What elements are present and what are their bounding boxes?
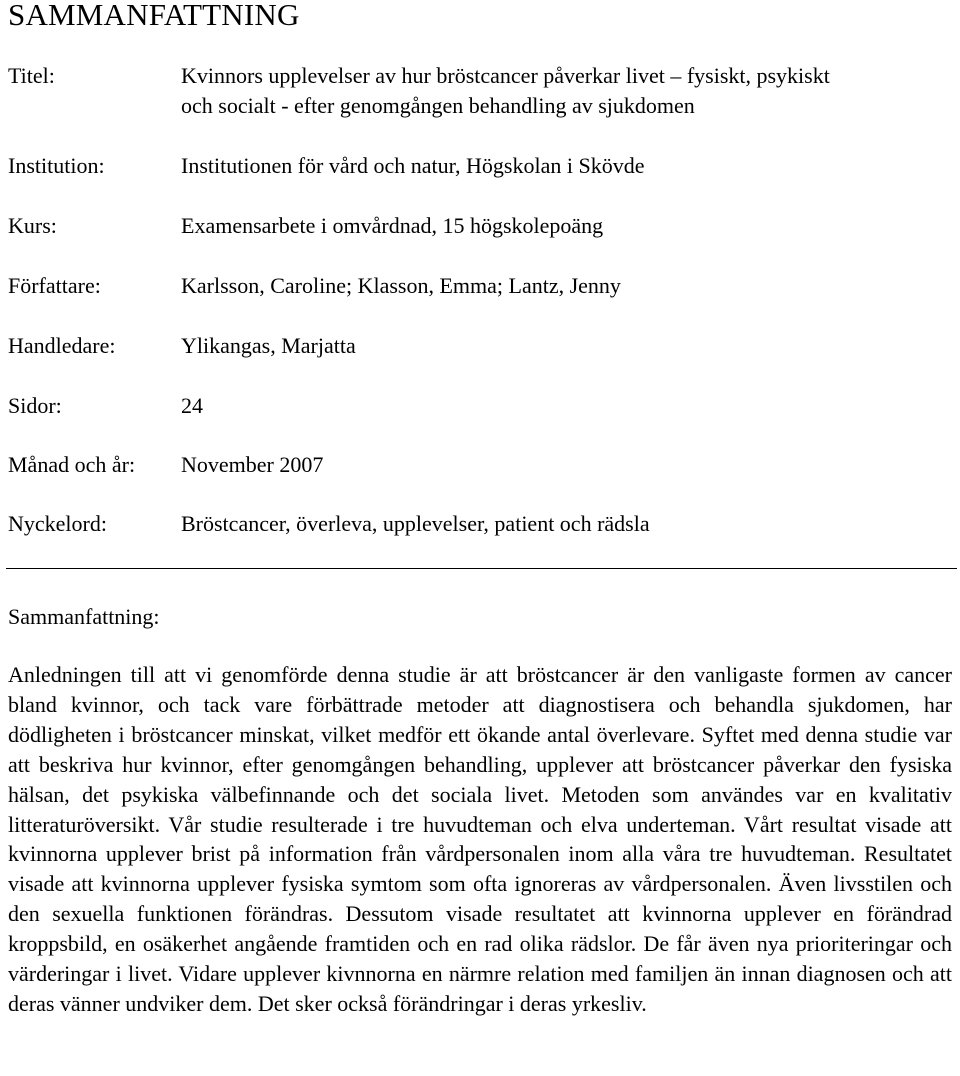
field-nyckelord-value: Bröstcancer, överleva, upplevelser, patient och rädsla [181, 511, 650, 536]
field-institution-value: Institutionen för vård och natur, Högskolan i Skövde [181, 153, 645, 178]
field-titel-value-line1: Kvinnors upplevelser av hur bröstcancer påverkar livet – fysiskt, psykiskt [181, 63, 830, 88]
field-manad-value: November 2007 [181, 452, 324, 477]
summary-label: Sammanfattning: [8, 604, 160, 629]
field-sidor-label: Sidor: [8, 393, 62, 418]
summary-text: Anledningen till att vi genomförde denna studie är att bröstcancer är den vanligaste formen av cancer bland kvinnor, och tack vare förbättrade metoder att diagnostisera och behandla sjukdomen, har dödligheten i bröstcancer minskat, vilket medför ett ökande antal överlevare. Syftet med denna studie var att beskriva hur kvinnor, efter genomgången behandling, upplever att bröstcancer påverkar den fysiska hälsan, det psykiska välbefinnande och det sociala livet. Metoden som användes var en kvalitativ litteraturöversikt. Vår studie resulterade i tre huvudteman och elva underteman. Vårt resultat visade att kvinnorna upplever brist på information från vårdpersonalen inom alla våra tre huvudteman. Resultatet visade att kvinnorna upplever fysiska symtom som ofta ignoreras av vårdpersonalen. Även livsstilen och den sexuella funktionen förändras. Dessutom visade resultatet att kvinnorna upplever en förändrad kroppsbild, en osäkerhet angående framtiden och en rad olika rädslor. De får även nya prioriteringar och värderingar i livet. Vidare upplever kivnnorna en närmre relation med familjen än innan diagnosen och att deras vänner undviker dem. Det sker också förändringar i deras yrkesliv. [8, 662, 952, 1016]
field-forfattare-value: Karlsson, Caroline; Klasson, Emma; Lantz, Jenny [181, 273, 621, 298]
field-titel-value-line2: och socialt - efter genomgången behandling av sjukdomen [181, 93, 695, 118]
field-forfattare-label: Författare: [8, 273, 101, 298]
field-manad-label: Månad och år: [8, 452, 136, 477]
field-nyckelord-label: Nyckelord: [8, 511, 107, 536]
field-kurs-value: Examensarbete i omvårdnad, 15 högskolepoäng [181, 213, 604, 238]
field-kurs-label: Kurs: [8, 213, 57, 238]
page-title: SAMMANFATTNING [8, 0, 300, 32]
field-handledare-value: Ylikangas, Marjatta [181, 333, 356, 358]
field-titel-label: Titel: [8, 63, 55, 88]
field-sidor-value: 24 [181, 393, 203, 418]
field-institution-label: Institution: [8, 153, 105, 178]
section-divider [6, 568, 957, 569]
field-handledare-label: Handledare: [8, 333, 116, 358]
